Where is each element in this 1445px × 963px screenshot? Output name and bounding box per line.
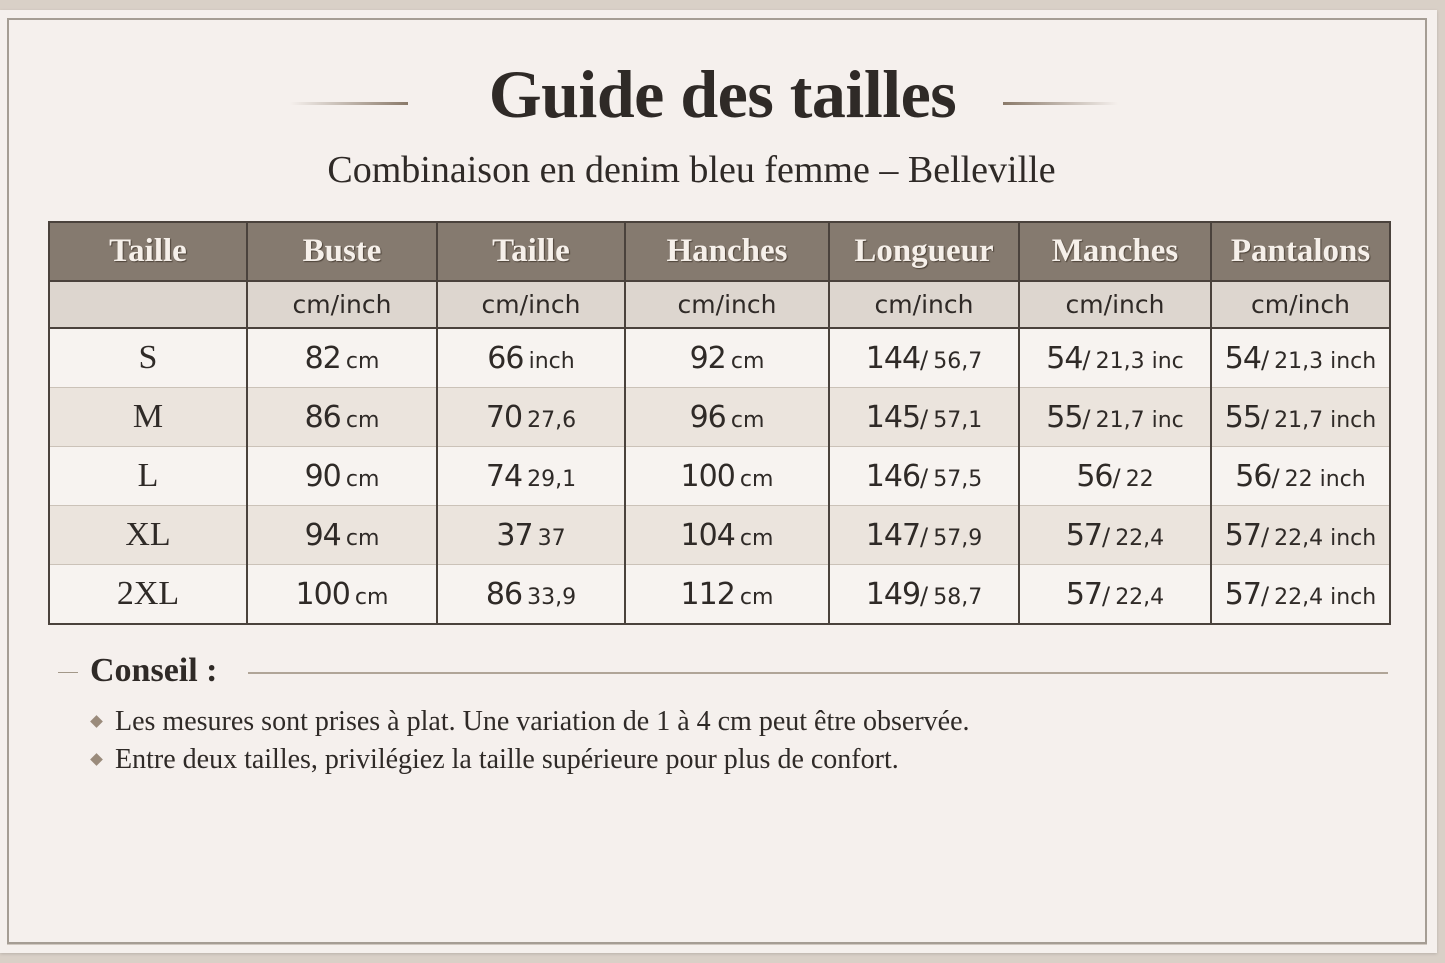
column-header-pants: Pantalons (1211, 222, 1390, 281)
size-cell: S (49, 328, 247, 388)
bust-cell: 86 cm (247, 388, 437, 447)
hips-cell: 92 cm (625, 328, 829, 388)
hips-cell: 96 cm (625, 388, 829, 447)
column-header-size: Taille (49, 222, 247, 281)
waist-cell: 74 29,1 (437, 447, 625, 506)
unit-cell: cm/inch (437, 281, 625, 328)
table-row (49, 565, 1390, 625)
pants-cell: 55/ 21,7 inch (1211, 388, 1390, 447)
length-cell: 145/ 57,1 (829, 388, 1019, 447)
page-subtitle: Combinaison en denim bleu femme – Belleville (327, 149, 1056, 191)
length-cell: 144/ 56,7 (829, 328, 1019, 388)
column-header-length: Longueur (829, 222, 1019, 281)
table-row (49, 388, 1390, 447)
table-header-row (49, 222, 1390, 281)
advice-divider (248, 672, 1388, 674)
unit-cell: cm/inch (1211, 281, 1390, 328)
length-cell: 149/ 58,7 (829, 565, 1019, 625)
diamond-bullet-icon (90, 753, 103, 766)
size-cell: 2XL (49, 565, 247, 625)
table-row (49, 447, 1390, 506)
pants-cell: 57/ 22,4 inch (1211, 506, 1390, 565)
unit-cell: cm/inch (829, 281, 1019, 328)
unit-cell: cm/inch (1019, 281, 1211, 328)
bust-cell: 100 cm (247, 565, 437, 625)
unit-cell: cm/inch (625, 281, 829, 328)
length-cell: 146/ 57,5 (829, 447, 1019, 506)
waist-cell: 70 27,6 (437, 388, 625, 447)
bust-cell: 94 cm (247, 506, 437, 565)
sleeves-cell: 55/ 21,7 inc (1019, 388, 1211, 447)
sleeves-cell: 57/ 22,4 (1019, 506, 1211, 565)
bust-cell: 82 cm (247, 328, 437, 388)
page-title: Guide des tailles (488, 56, 957, 132)
units-row (49, 281, 1390, 328)
hips-cell: 112 cm (625, 565, 829, 625)
advice-item: Entre deux tailles, privilégiez la taille supérieure pour plus de confort. (90, 741, 970, 779)
column-header-waist: Taille (437, 222, 625, 281)
advice-dash (58, 672, 78, 673)
advice-list (90, 703, 970, 779)
size-cell: L (49, 447, 247, 506)
size-table (48, 221, 1391, 625)
unit-cell: cm/inch (247, 281, 437, 328)
advice-label: Conseil : (90, 652, 218, 689)
column-header-sleeves: Manches (1019, 222, 1211, 281)
sleeves-cell: 56/ 22 (1019, 447, 1211, 506)
waist-cell: 86 33,9 (437, 565, 625, 625)
waist-cell: 37 37 (437, 506, 625, 565)
column-header-bust: Buste (247, 222, 437, 281)
pants-cell: 56/ 22 inch (1211, 447, 1390, 506)
diamond-bullet-icon (90, 715, 103, 728)
advice-heading (58, 652, 1388, 692)
advice-item: Les mesures sont prises à plat. Une variation de 1 à 4 cm peut être observée. (90, 703, 970, 741)
hips-cell: 100 cm (625, 447, 829, 506)
sleeves-cell: 57/ 22,4 (1019, 565, 1211, 625)
bust-cell: 90 cm (247, 447, 437, 506)
size-cell: XL (49, 506, 247, 565)
unit-cell (49, 281, 247, 328)
size-cell: M (49, 388, 247, 447)
column-header-hips: Hanches (625, 222, 829, 281)
pants-cell: 57/ 22,4 inch (1211, 565, 1390, 625)
hips-cell: 104 cm (625, 506, 829, 565)
table-row (49, 506, 1390, 565)
length-cell: 147/ 57,9 (829, 506, 1019, 565)
pants-cell: 54/ 21,3 inch (1211, 328, 1390, 388)
waist-cell: 66 inch (437, 328, 625, 388)
table-row (49, 328, 1390, 388)
sleeves-cell: 54/ 21,3 inc (1019, 328, 1211, 388)
